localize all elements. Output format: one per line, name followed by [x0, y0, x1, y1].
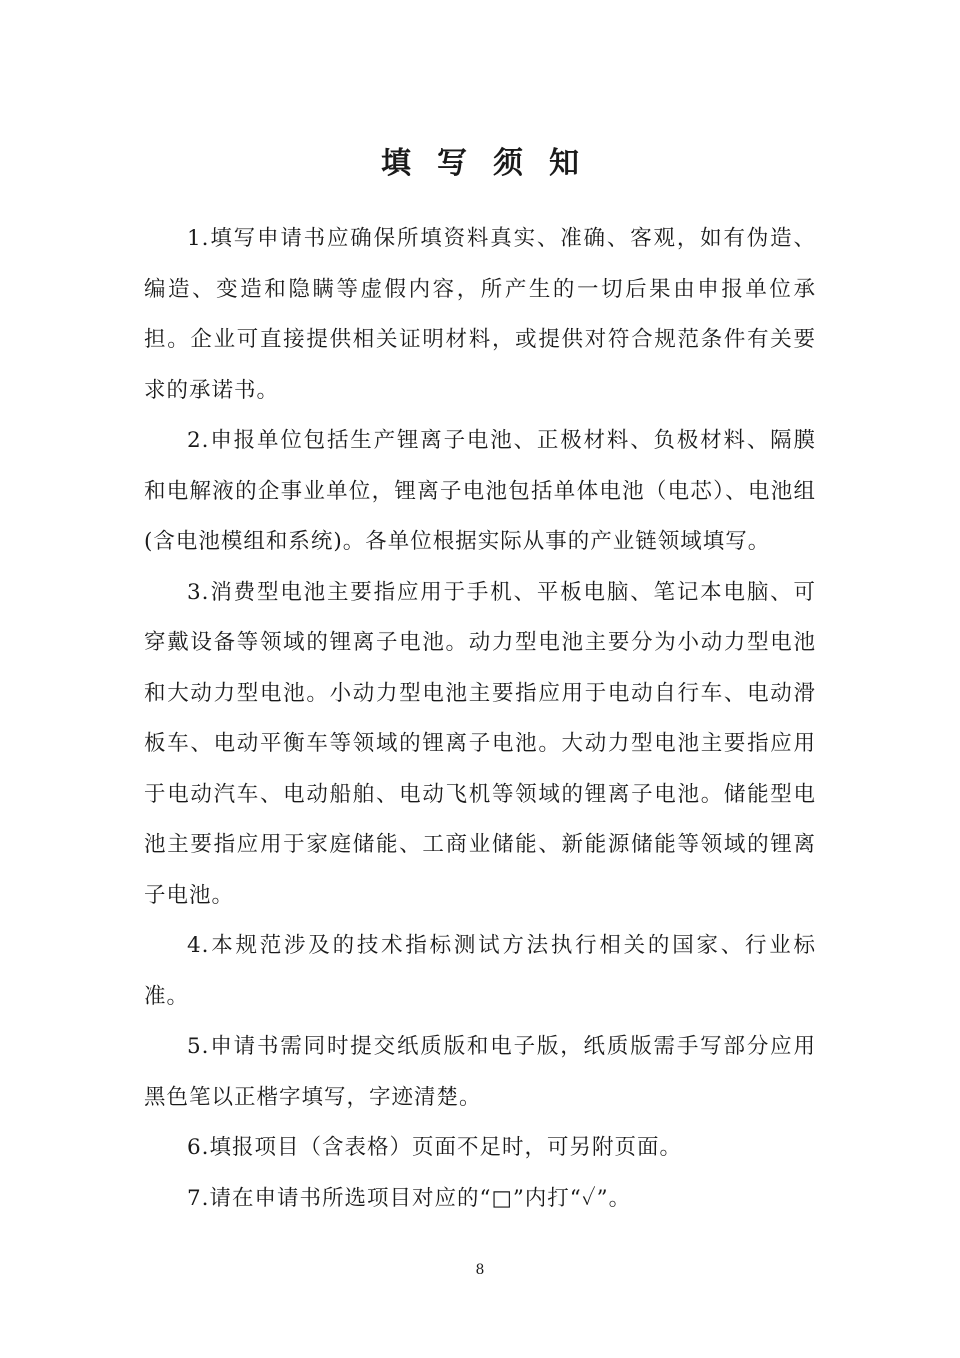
instruction-paragraph-3: 3.消费型电池主要指应用于手机、平板电脑、笔记本电脑、可穿戴设备等领域的锂离子电池。动力型电池主要分为小动力型电池和大动力型电池。小动力型电池主要指应用于电动自行车、电动滑板车、电动平衡车等领域的锂离子电池。大动力型电池主要指应用于电动汽车、电动船舶、电动飞机等领域的锂离子电池。储能型电池主要指应用于家庭储能、工商业储能、新能源储能等领域的锂离子电池。 — [144, 579, 816, 908]
instruction-paragraph-7: 7.请在申请书所选项目对应的“□”内打“✓”。 — [187, 1185, 632, 1211]
instruction-paragraph-2: 2.申报单位包括生产锂离子电池、正极材料、负极材料、隔膜和电解液的企事业单位，锂离子电池包括单体电池（电芯）、电池组(含电池模组和系统)。各单位根据实际从事的产业链领域填写。 — [144, 428, 816, 554]
instructions-body — [144, 214, 816, 1224]
instruction-paragraph-4: 4.本规范涉及的技术指标测试方法执行相关的国家、行业标准。 — [144, 933, 816, 1009]
instruction-paragraph-1: 1.填写申请书应确保所填资料真实、准确、客观，如有伪造、编造、变造和隐瞒等虚假内容，所产生的一切后果由申报单位承担。企业可直接提供相关证明材料，或提供对符合规范条件有关要求的承诺书。 — [144, 226, 816, 403]
instruction-paragraph-5: 5.申请书需同时提交纸质版和电子版，纸质版需手写部分应用黑色笔以正楷字填写，字迹清楚。 — [144, 1034, 816, 1110]
page-title: 填写须知 — [381, 146, 605, 181]
instruction-paragraph-6: 6.填报项目（含表格）页面不足时，可另附页面。 — [187, 1135, 683, 1160]
page-number: 8 — [475, 1262, 485, 1278]
